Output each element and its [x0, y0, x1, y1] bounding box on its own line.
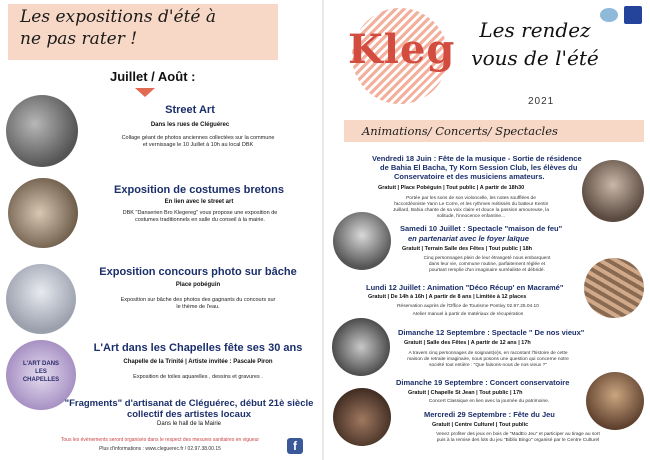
art-in-chapels-poster-text: L'ART DANS LES CHAPELLES	[22, 361, 60, 383]
event-vieux-title: Dimanche 12 Septembre : Spectacle " De nos vieux"	[398, 328, 585, 337]
animations-title: Animations/ Concerts/ Spectacles	[362, 124, 558, 138]
fragments-title-2: collectif des artistes locaux	[126, 409, 252, 420]
art-chapels-text: Exposition de toiles aquarelles , dessins et gravures .	[133, 374, 263, 380]
event-jeu-text-1: Venez profiter des jeux en bois de "MadEo Jeu" et participer au tirage au sort	[436, 432, 600, 437]
maison-de-feu-photo	[333, 212, 391, 270]
event-music-text-3: Juillard, Bahia chante de sa voix claire et douce la passion amoureuse, la	[393, 208, 549, 213]
event-fire-info: Gratuit | Terrain Salle des Fêtes | Tout public | 18h	[402, 246, 533, 252]
event-music-text-4: solitude, l'innocence enfantine...	[436, 214, 506, 219]
event-music-title-1: Vendredi 18 Juin : Fête de la musique - Sortie de résidence	[372, 154, 582, 163]
costumes-text-1: DBK "Danserien Bro Klegereg" vous propose une exposition de	[122, 210, 278, 216]
event-fire-title-2: en partenariat avec le foyer laïque	[408, 234, 529, 243]
art-chapels-subtitle: Chapelle de la Trinité | Artiste invitée : Pascale Piron	[123, 359, 273, 365]
event-macrame-text-1: Réservation auprès de l'Office de Tourisme Pontivy 02.97.25.04.10	[397, 304, 539, 309]
contact-info: Plus d'informations : www.cleguerec.fr / 02.97.38.00.15	[99, 446, 221, 452]
street-art-title: Street Art	[165, 104, 215, 116]
chapel-interior-photo	[586, 372, 644, 430]
event-music-info: Gratuit | Place Pobéguin | Tout public | A partir de 18h30	[378, 185, 525, 191]
rendezvous-title	[470, 16, 600, 72]
photo-contest-photo	[6, 264, 76, 334]
event-vieux-text-1: A travers cinq personnages de soignant(e)s, en racontant l'histoire de cette	[408, 351, 568, 356]
fragments-subtitle: Dans le hall de la Mairie	[156, 421, 222, 427]
event-concert-info: Gratuit | Chapelle St Jean | Tout public | 17h	[408, 390, 523, 396]
event-music-title-2: de Bahia El Bacha, Ty Korn Session Club, les élèves du	[380, 163, 578, 172]
street-art-photo	[6, 95, 78, 167]
costumes-subtitle: En lien avec le street art	[164, 199, 234, 205]
year-label: 2021	[528, 96, 555, 107]
event-vieux-text-2: maison de retraite imaginaire, nous posons une question qui concerne notre	[407, 357, 569, 362]
costumes-text-2: costumes traditionnels en salle du conseil à la mairie.	[135, 217, 265, 223]
period-label: Juillet / Août :	[110, 69, 196, 84]
rendezvous-title-line2: vous de l'été	[471, 46, 599, 70]
event-jeu-title: Mercredi 29 Septembre : Fête du Jeu	[424, 410, 555, 419]
event-music-text-1: Portée par les sons de son violoncelle, les notes soufflées de	[406, 196, 536, 201]
breton-costumes-photo	[8, 178, 78, 248]
rendezvous-title-line1: Les rendez	[479, 18, 591, 42]
photo-contest-text-1: Exposition sur bâche des photos des gagnants du concours sur	[120, 297, 276, 303]
event-fire-text-1: Cinq personnages plein de leur étrangeté nous embarquent	[423, 256, 551, 261]
exhibitions-title-line1: Les expositions d'été à	[20, 7, 217, 27]
event-macrame-text-2: Atelier manuel à partir de matériaux de récupération	[412, 312, 524, 317]
event-macrame-title: Lundi 12 Juillet : Animation "Déco Récup' en Macramé"	[366, 283, 564, 292]
art-chapels-title: L'Art dans les Chapelles fête ses 30 ans	[93, 342, 303, 354]
musicians-photo	[582, 160, 644, 222]
wooden-games-photo	[333, 388, 391, 446]
sanitary-note: Tous les évènements seront organisés dans le respect des mesures sanitaires en vigueur	[60, 437, 260, 443]
event-vieux-info: Gratuit | Salle des Fêtes | A partir de 12 ans | 17h	[404, 340, 531, 346]
event-jeu-info: Gratuit | Centre Culturel | Tout public	[432, 422, 529, 428]
event-concert-title: Dimanche 19 Septembre : Concert conservatoire	[396, 378, 570, 387]
de-nos-vieux-photo	[332, 318, 390, 376]
exhibitions-title-line2: ne pas rater !	[20, 29, 138, 49]
facebook-icon[interactable]: f	[287, 438, 303, 454]
event-vieux-text-3: société tout entière : "Que faisons-nous de nos vieux ?"	[429, 363, 547, 368]
kleg-wordmark: Kleg	[348, 26, 456, 73]
event-jeu-text-2: puis à la remise des lots du jeu "Biblio Bingo" organisé par le Centre Culturel	[436, 438, 600, 443]
event-fire-title-1: Samedi 10 Juillet : Spectacle "maison de feu"	[400, 224, 563, 233]
costumes-title: Exposition de costumes bretons	[114, 184, 284, 196]
street-art-subtitle: Dans les rues de Cléguérec	[150, 122, 230, 128]
event-fire-text-3: pourtant remplie d'un imaginaire surréaliste et débridé.	[429, 268, 545, 273]
event-macrame-info: Gratuit | De 14h à 16h | A partir de 8 ans | Limitée à 12 places	[368, 294, 527, 300]
exhibitions-title	[20, 6, 270, 50]
tourism-logo-icon	[600, 8, 618, 22]
photo-contest-text-2: le thème de l'eau.	[176, 304, 220, 310]
partner-logos	[600, 6, 644, 24]
event-music-title-3: Conservatoire et des musiciens amateurs.	[394, 172, 545, 181]
event-concert-text: Concert Classique en lien avec la journée du patrimoine.	[428, 399, 550, 404]
photo-contest-title: Exposition concours photo sur bâche	[99, 266, 297, 278]
event-music-text-2: l'accordéoniste Yann Le Corre, et les rythmes métissés du batteur Kentin	[393, 202, 549, 207]
photo-contest-subtitle: Place pobéguin	[175, 282, 221, 288]
arrow-down-icon	[135, 88, 155, 97]
town-crest-icon	[624, 6, 642, 24]
fragments-title-1: "Fragments" d'artisanat de Cléguérec, début 21è siècle	[64, 398, 314, 409]
street-art-text-1: Collage géant de photos anciennes collectées sur la commune	[121, 135, 275, 141]
macrame-photo	[584, 258, 644, 318]
event-fire-text-2: dans leur vie, commune routine, parfaitement réglée et	[428, 262, 546, 267]
street-art-text-2: et vernissage le 10 Juillet à 10h au local DBK	[142, 142, 254, 148]
